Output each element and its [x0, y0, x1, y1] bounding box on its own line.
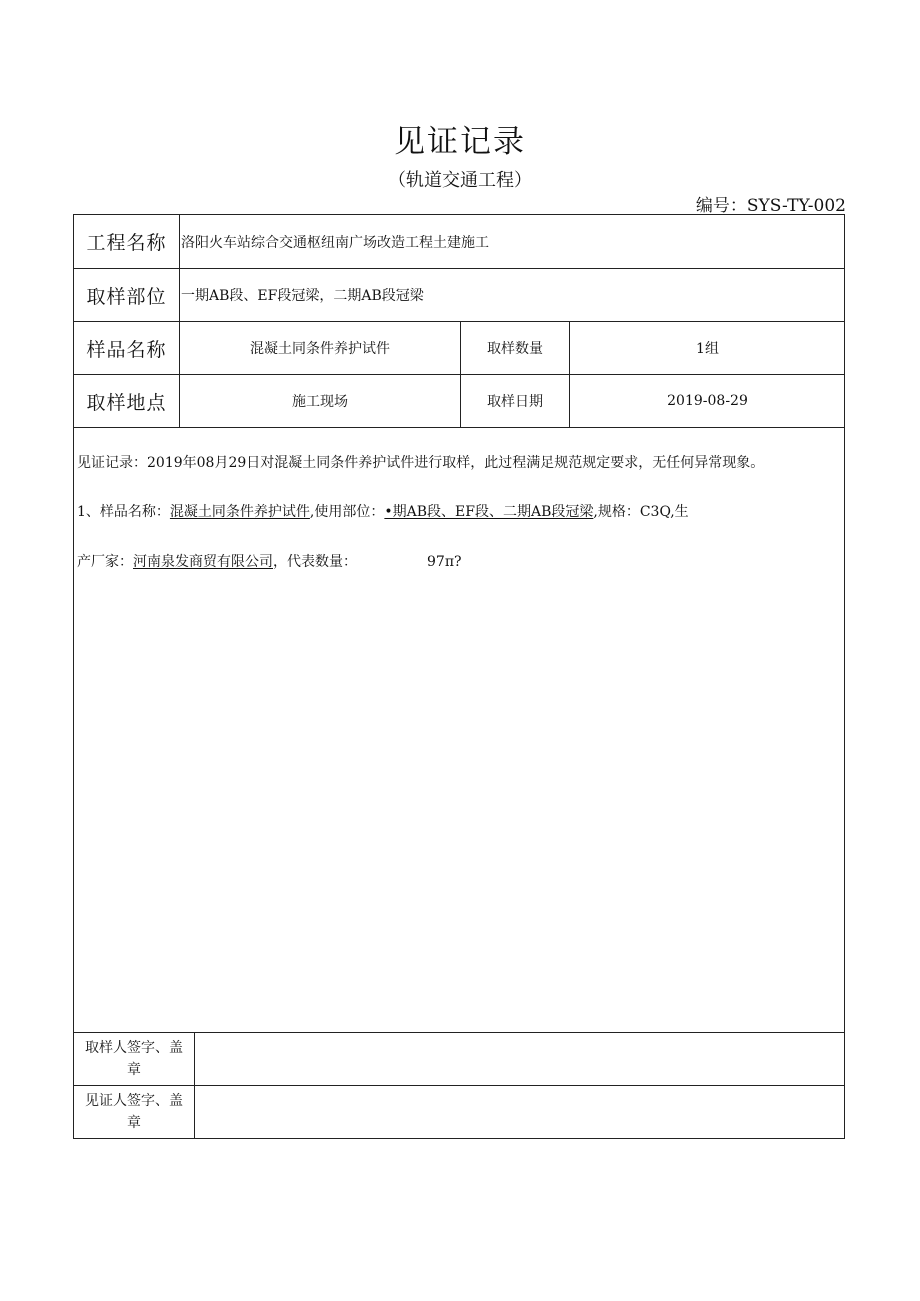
sampler-signature-label-line-1: 取样人签字、盖 [85, 1040, 183, 1056]
witness-record-line-3 [77, 551, 462, 571]
sampling-location-label: 取样部位 [86, 285, 167, 308]
witness-signature-label-line-1: 见证人签字、盖 [85, 1093, 183, 1109]
row-divider [73, 1032, 845, 1033]
sample-name-filled: 混凝土同条件养护试件 [169, 504, 310, 520]
sampling-site-value: 施工现场 [292, 394, 348, 410]
column-divider [194, 1032, 195, 1139]
document-title: 见证记录 [394, 124, 526, 160]
sample-quantity-value: 1组 [696, 341, 719, 357]
document-subtitle: （轨道交通工程） [388, 170, 532, 191]
spec-text: ,规格：C3Q,生 [593, 504, 689, 520]
quantity-prefix: ，代表数量： [273, 554, 357, 570]
usage-part-prefix: ,使用部位： [309, 504, 385, 520]
row-divider [73, 1085, 845, 1086]
sample-quantity-label: 取样数量 [487, 341, 543, 357]
document-number [696, 191, 846, 216]
sampler-signature-label [75, 1037, 193, 1081]
sampler-signature-label-line-2: 章 [127, 1062, 141, 1078]
manufacturer-prefix: 产厂家： [77, 554, 133, 570]
project-name-value: 洛阳火车站综合交通枢纽南广场改造工程土建施工 [181, 234, 489, 251]
witness-signature-label-line-2: 章 [127, 1115, 141, 1131]
sampling-date-value: 2019-08-29 [667, 393, 748, 409]
row-divider [73, 427, 845, 428]
witness-record-line-1: 见证记录：2019年08月29日对混凝土同条件养护试件进行取样，此过程满足规范规定要求，无任何异常现象。 [77, 455, 765, 471]
witness-signature-label [75, 1090, 193, 1134]
sampling-date-label: 取样日期 [487, 394, 543, 410]
document-number-label: 编号： [695, 196, 747, 216]
represented-quantity: 97π? [427, 554, 462, 570]
witness-record-line-2 [77, 501, 689, 521]
sample-name-label: 样品名称 [86, 338, 167, 361]
document-number-value: SYS-TY-002 [746, 196, 846, 216]
sample-name-value: 混凝土同条件养护试件 [250, 341, 390, 357]
project-name-label: 工程名称 [86, 232, 167, 254]
usage-part-filled: •期AB段、EF段、二期AB段冠梁 [384, 504, 594, 520]
sample-name-prefix: 1、样品名称： [77, 504, 170, 520]
sampling-location-value: 一期AB段、EF段冠梁，二期AB段冠梁 [181, 288, 424, 304]
manufacturer-filled: 河南泉发商贸有限公司 [133, 554, 273, 570]
sampling-site-label: 取样地点 [86, 391, 167, 414]
